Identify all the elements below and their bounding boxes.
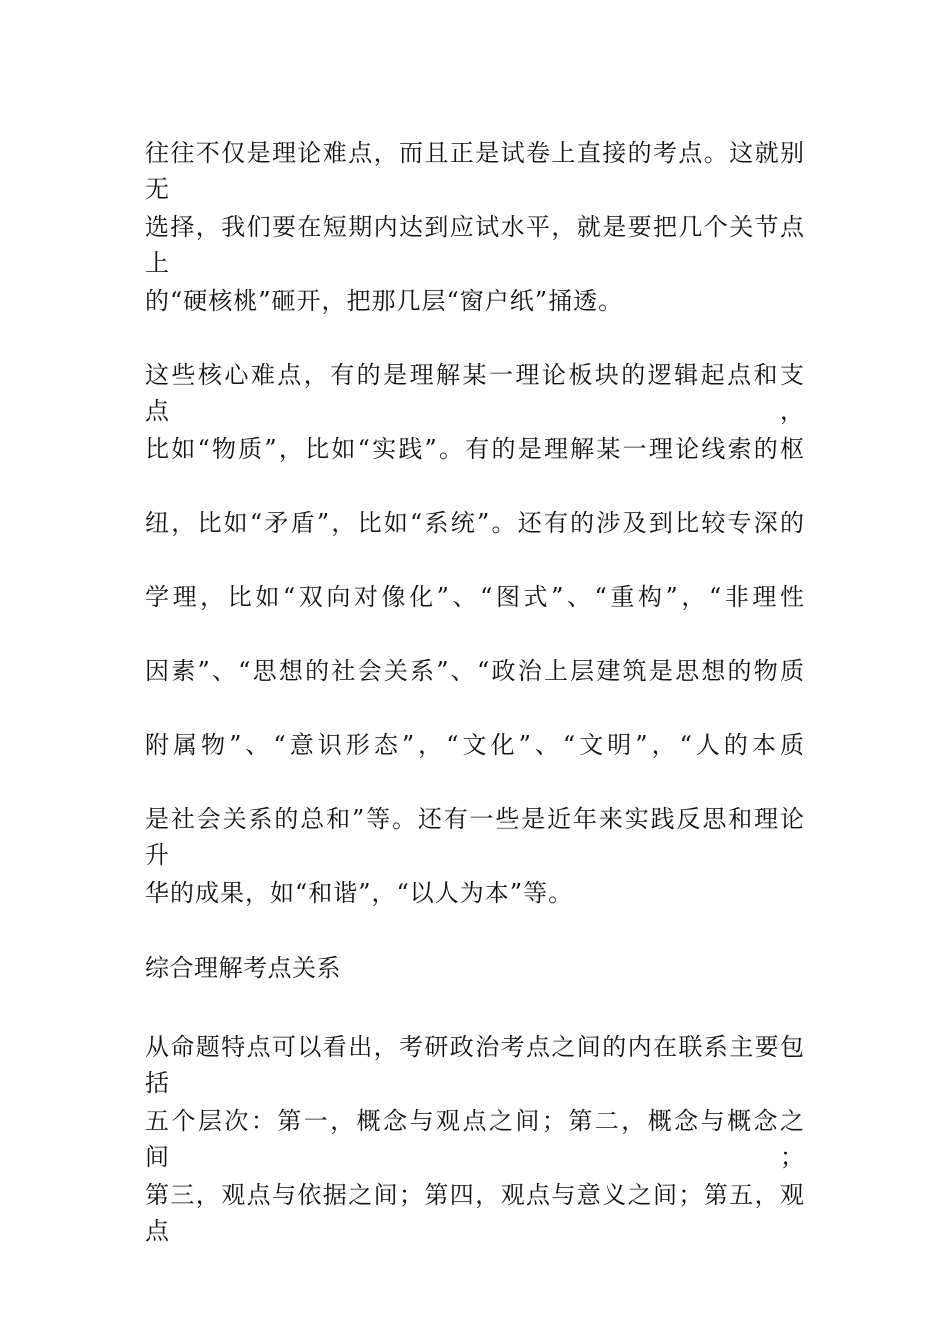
- text-line: 因素”、“思想的社会关系”、“政治上层建筑是思想的物质: [145, 657, 805, 685]
- text-line: 是社会关系的总和”等。还有一些是近年来实践反思和理论升: [145, 805, 805, 869]
- text-line: 学理，比如“双向对像化”、“图式”、“重构”，“非理性: [145, 583, 805, 611]
- text-line: 附属物”、“意识形态”，“文化”、“文明”，“人的本质: [145, 731, 805, 759]
- text-line: 往往不仅是理论难点，而且正是试卷上直接的考点。这就别无: [145, 139, 805, 203]
- text-line: 比如“物质”，比如“实践”。有的是理解某一理论线索的枢: [145, 435, 805, 463]
- text-line: 从命题特点可以看出，考研政治考点之间的内在联系主要包括: [145, 1033, 805, 1097]
- text-line: 华的成果，如“和谐”，“以人为本”等。: [145, 879, 574, 907]
- text-line: 这些核心难点，有的是理解某一理论板块的逻辑起点和支点，: [145, 361, 805, 425]
- text-line: 的“硬核桃”砸开，把那几层“窗户纸”捅透。: [145, 287, 624, 315]
- text-line: 纽，比如“矛盾”，比如“系统”。还有的涉及到比较专深的: [145, 509, 805, 537]
- text-line: 选择，我们要在短期内达到应试水平，就是要把几个关节点上: [145, 213, 805, 277]
- text-line: 第三，观点与依据之间；第四，观点与意义之间；第五，观点: [145, 1181, 805, 1245]
- text-line: 五个层次：第一，概念与观点之间；第二，概念与概念之间；: [145, 1107, 805, 1171]
- section-heading: 综合理解考点关系: [145, 954, 341, 982]
